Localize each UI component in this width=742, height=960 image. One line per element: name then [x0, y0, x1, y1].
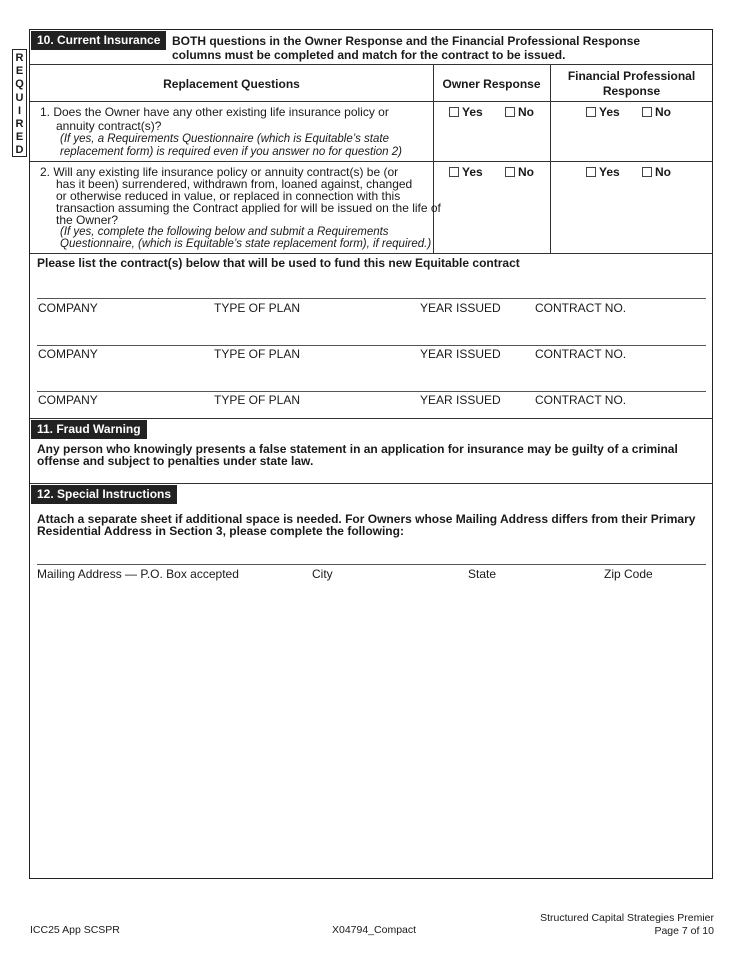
q2-fp-yes-checkbox[interactable]: Yes: [586, 165, 620, 179]
divider: [30, 101, 713, 102]
mailing-address-field[interactable]: [37, 564, 706, 565]
q2-owner-no-checkbox[interactable]: No: [505, 165, 534, 179]
special-instructions-line-2: Residential Address in Section 3, please complete the following:: [37, 524, 404, 538]
question-2-line-4: transaction assuming the Contract applied for will be issued on the life of: [56, 201, 441, 215]
column-header-fp-2: Response: [602, 84, 661, 98]
checkbox-icon: [586, 167, 596, 177]
required-letter: Q: [15, 78, 24, 91]
checkbox-icon: [586, 107, 596, 117]
contract-no-label: CONTRACT NO.: [535, 347, 627, 361]
checkbox-icon: [449, 107, 459, 117]
contract-list-prompt: Please list the contract(s) below that will be used to fund this new Equitable contract: [37, 256, 520, 270]
column-header-fp-1: Financial Professional: [567, 69, 696, 83]
question-2-note-2: Questionnaire, (which is Equitable’s state replacement form), if required.): [60, 238, 432, 250]
column-header-questions: Replacement Questions: [163, 77, 300, 91]
required-letter: I: [17, 104, 22, 117]
checkbox-icon: [449, 167, 459, 177]
section-11-title: 11. Fraud Warning: [31, 420, 147, 439]
q1-fp-no-checkbox[interactable]: No: [642, 105, 671, 119]
special-instructions-area[interactable]: [31, 585, 711, 875]
section-12-title: 12. Special Instructions: [31, 485, 177, 504]
required-tag: [12, 49, 27, 157]
product-name: Structured Capital Strategies Premier: [540, 912, 714, 924]
mailing-address-label: Mailing Address — P.O. Box accepted: [37, 567, 239, 581]
question-2-line-5: the Owner?: [56, 213, 119, 227]
checkbox-icon: [505, 107, 515, 117]
contract-row-1-field[interactable]: [37, 298, 706, 299]
contract-row-3-field[interactable]: [37, 391, 706, 392]
form-id: ICC25 App SCSPR: [30, 924, 120, 936]
type-of-plan-label: TYPE OF PLAN: [214, 393, 301, 407]
question-2-line-2: has it been) surrendered, withdrawn from, loaned against, changed: [56, 177, 413, 191]
required-letter: E: [15, 65, 24, 78]
required-letter: R: [15, 118, 24, 131]
divider: [433, 64, 434, 253]
year-issued-label: YEAR ISSUED: [420, 347, 501, 361]
divider: [30, 418, 713, 419]
company-label: COMPANY: [38, 347, 98, 361]
q2-owner-yes-checkbox[interactable]: Yes: [449, 165, 483, 179]
divider: [30, 64, 713, 65]
q1-owner-yes-checkbox[interactable]: Yes: [449, 105, 483, 119]
question-1-line-1: 1. Does the Owner have any other existing life insurance policy or: [40, 105, 389, 119]
contract-row-2-field[interactable]: [37, 345, 706, 346]
question-1-line-2: annuity contract(s)?: [56, 119, 162, 133]
divider: [30, 161, 713, 162]
page-number: Page 7 of 10: [654, 925, 714, 937]
type-of-plan-label: TYPE OF PLAN: [214, 347, 301, 361]
contract-no-label: CONTRACT NO.: [535, 393, 627, 407]
company-label: COMPANY: [38, 393, 98, 407]
type-of-plan-label: TYPE OF PLAN: [214, 301, 301, 315]
question-2-note-1: (If yes, complete the following below and submit a Requirements: [60, 226, 389, 238]
question-1-note-2: replacement form) is required even if you answer no for question 2): [60, 146, 402, 158]
required-letter: D: [15, 144, 24, 157]
special-instructions-line-1: Attach a separate sheet if additional space is needed. For Owners whose Mailing Address differs from their Primary: [37, 512, 696, 526]
checkbox-icon: [505, 167, 515, 177]
year-issued-label: YEAR ISSUED: [420, 393, 501, 407]
column-header-owner: Owner Response: [442, 77, 541, 91]
question-2-line-1: 2. Will any existing life insurance policy or annuity contract(s) be (or: [40, 165, 399, 179]
question-1-note-1: (If yes, a Requirements Questionnaire (which is Equitable’s state: [60, 133, 389, 145]
city-label: City: [312, 567, 333, 581]
fraud-warning-line-2: offense and subject to penalties under state law.: [37, 454, 314, 468]
divider: [30, 253, 713, 254]
contract-no-label: CONTRACT NO.: [535, 301, 627, 315]
company-label: COMPANY: [38, 301, 98, 315]
zip-code-label: Zip Code: [604, 567, 653, 581]
q1-owner-no-checkbox[interactable]: No: [505, 105, 534, 119]
required-letter: R: [15, 52, 24, 64]
fraud-warning-line-1: Any person who knowingly presents a false statement in an application for insurance may be guilty of a criminal: [37, 442, 678, 456]
section-10-note-2: columns must be completed and match for the contract to be issued.: [172, 48, 566, 62]
divider: [30, 483, 713, 484]
year-issued-label: YEAR ISSUED: [420, 301, 501, 315]
required-letter: E: [15, 131, 24, 144]
form-code: X04794_Compact: [332, 924, 417, 936]
section-10-title: 10. Current Insurance: [31, 31, 166, 50]
state-label: State: [468, 567, 497, 581]
section-10-note-1: BOTH questions in the Owner Response and the Financial Professional Response: [172, 34, 641, 48]
checkbox-icon: [642, 167, 652, 177]
required-letter: U: [15, 91, 24, 104]
q1-fp-yes-checkbox[interactable]: Yes: [586, 105, 620, 119]
question-2-line-3: or otherwise reduced in value, or replaced in connection with this: [56, 189, 401, 203]
checkbox-icon: [642, 107, 652, 117]
q2-fp-no-checkbox[interactable]: No: [642, 165, 671, 179]
